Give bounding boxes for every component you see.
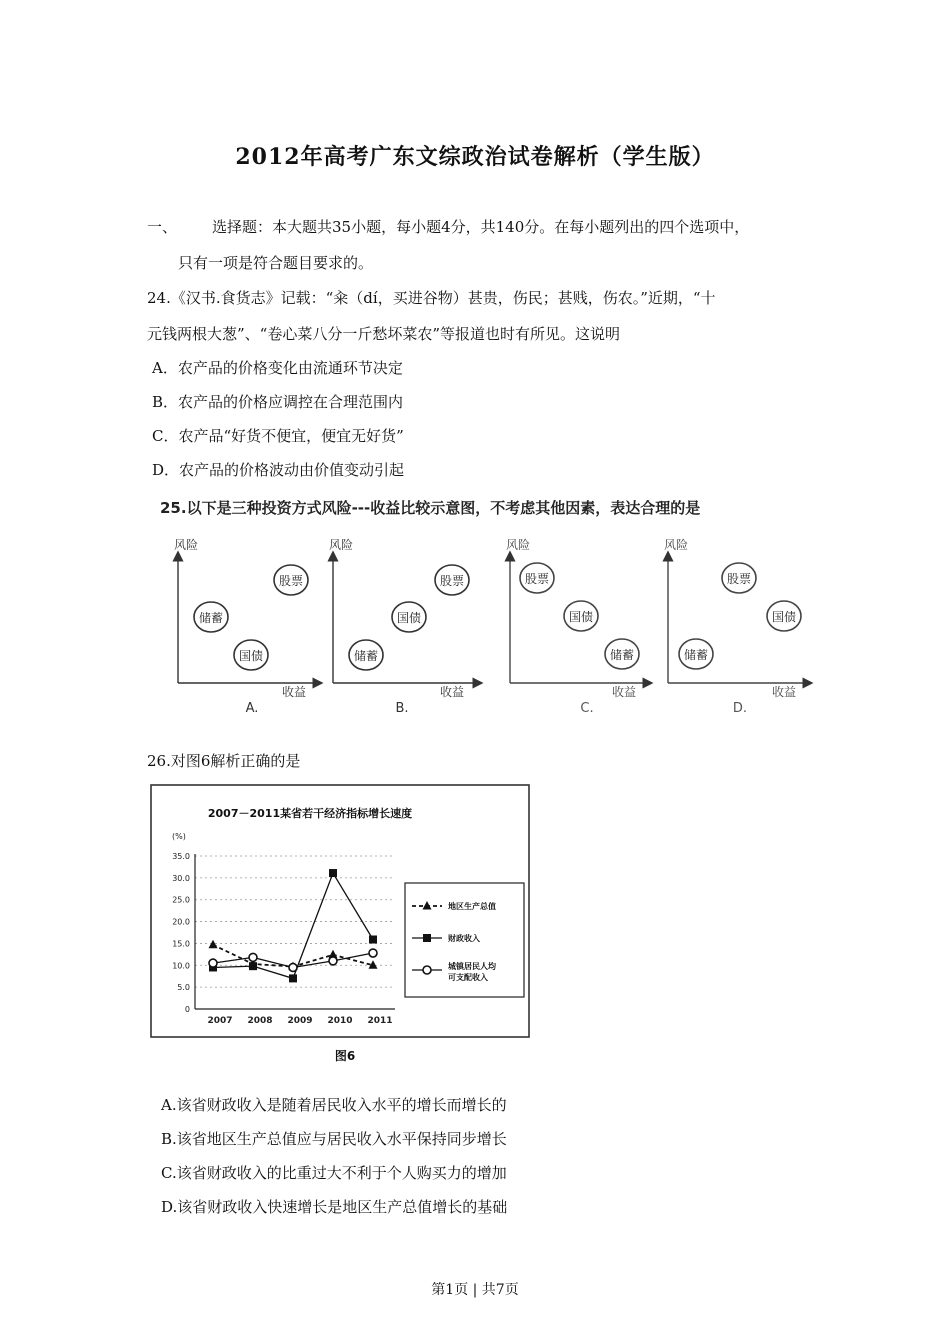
data-point [369, 949, 377, 957]
q24-option-c: C．农产品“好货不便宜，便宜无好货” [152, 427, 404, 445]
section-instructions-line1: 选择题：本大题共35小题，每小题4分，共140分。在每小题列出的四个选项中， [212, 218, 750, 236]
q25-a-letter: A. [245, 701, 259, 716]
section-number: 一、 [147, 218, 178, 236]
y-tick-label: 35.0 [172, 852, 190, 861]
legend-label: 城镇居民人均 [448, 962, 496, 971]
q26-option-d: D.该省财政收入快速增长是地区生产总值增长的基础 [161, 1198, 508, 1216]
data-point [329, 957, 337, 965]
page-footer: 第1页 | 共7页 [431, 1282, 519, 1298]
q25-c-bond: 国债 [568, 610, 594, 624]
y-tick-label: 25.0 [172, 895, 190, 905]
q25-a-x-label: 收益 [282, 685, 307, 699]
x-tick-label: 2009 [287, 1016, 313, 1026]
q24-option-b: B．农产品的价格应调控在合理范围内 [152, 393, 404, 411]
q25-stem: 25.以下是三种投资方式风险---收益比较示意图，不考虑其他因素，表达合理的是 [160, 499, 701, 517]
q25-panel-d [664, 538, 808, 716]
data-point [249, 953, 257, 961]
figure-6-chart [150, 784, 532, 1040]
q25-b-x-label: 收益 [440, 685, 465, 699]
q25-a-savings: 储蓄 [198, 611, 224, 625]
y-tick-label: 20.0 [172, 917, 190, 927]
y-tick-label: 5.0 [177, 983, 190, 993]
y-tick-label: 10.0 [172, 961, 190, 971]
q25-b-stock: 股票 [439, 574, 465, 588]
legend-label: 地区生产总值 [448, 902, 496, 911]
q25-a-stock: 股票 [278, 574, 304, 588]
x-tick-label: 2007 [207, 1016, 233, 1026]
q24-option-a: A．农产品的价格变化由流通环节决定 [152, 359, 403, 377]
q26-option-b: B.该省地区生产总值应与居民收入水平保持同步增长 [161, 1130, 507, 1148]
q25-b-letter: B. [395, 701, 409, 716]
chart-title: 2007－2011某省若干经济指标增长速度 [207, 807, 413, 820]
legend-marker-1 [423, 934, 431, 942]
q26-option-a: A.该省财政收入是随着居民收入水平的增长而增长的 [161, 1096, 507, 1114]
y-tick-label: 15.0 [172, 939, 190, 949]
x-tick-label: 2008 [247, 1016, 273, 1026]
legend-label: 财政收入 [448, 934, 480, 943]
q25-d-letter: D. [732, 701, 748, 716]
q25-c-savings: 储蓄 [609, 648, 635, 662]
q26-option-c: C.该省财政收入的比重过大不利于个人购买力的增加 [161, 1164, 507, 1182]
q25-c-stock: 股票 [524, 572, 550, 586]
chart-unit: (%) [172, 832, 186, 841]
q25-panel-b [329, 538, 478, 716]
data-point [209, 959, 217, 967]
q25-d-savings: 储蓄 [683, 648, 709, 662]
x-tick-label: 2010 [327, 1016, 353, 1026]
q25-b-bond: 国债 [396, 611, 422, 625]
q25-a-y-label: 风险 [174, 538, 199, 552]
q25-panel-c [506, 538, 648, 716]
x-tick-label: 2011 [367, 1016, 393, 1026]
q24-option-d: D．农产品的价格波动由价值变动引起 [152, 461, 405, 479]
q25-c-x-label: 收益 [612, 685, 637, 699]
legend-marker-2 [423, 966, 431, 974]
q25-d-stock: 股票 [726, 572, 752, 586]
q24-stem-line1: 24.《汉书.食货志》记载：“籴（dí，买进谷物）甚贵，伤民；甚贱，伤农。”近期，“十 [147, 289, 716, 307]
q25-d-y-label: 风险 [664, 538, 689, 552]
q25-b-savings: 储蓄 [353, 649, 379, 663]
q25-d-bond: 国债 [771, 610, 797, 624]
data-point [249, 962, 257, 970]
data-point [289, 974, 297, 982]
figure-6-caption: 图6 [334, 1049, 356, 1063]
q26-stem: 26.对图6解析正确的是 [147, 752, 301, 770]
section-instructions-line2: 只有一项是符合题目要求的。 [178, 254, 374, 272]
data-point [329, 869, 337, 877]
q25-a-bond: 国债 [238, 649, 264, 663]
data-point [289, 963, 297, 971]
q25-c-letter: C. [580, 701, 594, 716]
q25-d-x-label: 收益 [772, 685, 797, 699]
q25-b-y-label: 风险 [329, 538, 354, 552]
page-title: 2012年高考广东文综政治试卷解析（学生版） [235, 144, 715, 170]
legend-label: 可支配收入 [448, 973, 488, 982]
q25-c-y-label: 风险 [506, 538, 531, 552]
q25-panel-a [174, 538, 318, 716]
y-tick-label: 0 [184, 1005, 190, 1014]
q24-stem-line2: 元钱两根大葱”、“卷心菜八分一斤愁坏菜农”等报道也时有所见。这说明 [147, 325, 621, 343]
data-point [369, 935, 377, 943]
y-tick-label: 30.0 [172, 873, 190, 883]
